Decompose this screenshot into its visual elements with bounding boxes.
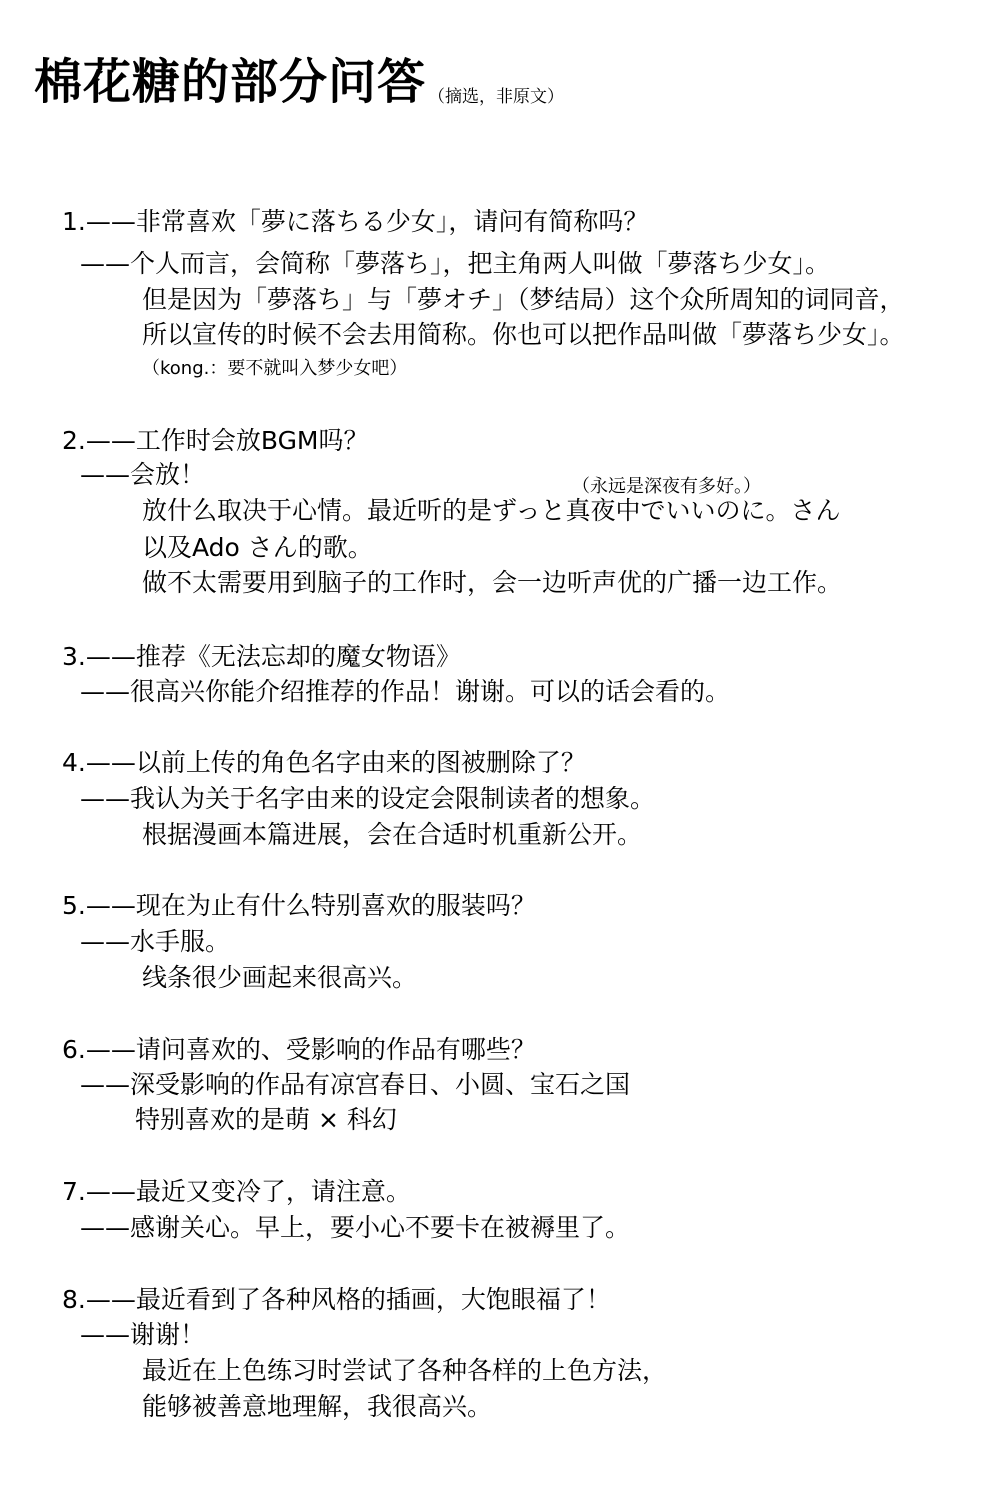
answer-6: ——深受影响的作品有凉宫春日、小圆、宝石之国: [80, 1070, 631, 1099]
answer-2-line-2: 放什么取决于心情。最近听的是ずっと真夜中でいいのに。さん: [142, 496, 841, 525]
question-8: 8.——最近看到了各种风格的插画，大饱眼福了！: [62, 1285, 611, 1314]
answer-8-line-2: 最近在上色练习时尝试了各种各样的上色方法，: [142, 1356, 668, 1385]
page-header: [34, 54, 565, 110]
answer-5: ——水手服。: [80, 927, 231, 956]
question-7: 7.——最近又变冷了，请注意。: [62, 1177, 411, 1206]
answer-1-line-2: 但是因为「夢落ち」与「夢オチ」（梦结局）这个众所周知的词同音，: [142, 285, 905, 314]
question-1: 1.——非常喜欢「夢に落ちる少女」，请问有简称吗？: [62, 207, 649, 236]
answer-2-line-3: 以及Ado さん的歌。: [142, 533, 373, 562]
answer-2-note: （永远是深夜有多好。）: [572, 476, 761, 497]
answer-6-line-2: 特别喜欢的是萌 × 科幻: [135, 1105, 397, 1134]
answer-8-line-3: 能够被善意地理解，我很高兴。: [142, 1392, 493, 1421]
page-title: 棉花糖的部分问答: [34, 54, 427, 110]
answer-4: ——我认为关于名字由来的设定会限制读者的想象。: [80, 784, 656, 813]
answer-1-note: （kong.：要不就叫入梦少女吧）: [142, 358, 408, 379]
answer-1: ——个人而言，会简称「夢落ち」，把主角两人叫做「夢落ち少女」。: [80, 249, 831, 278]
page-subtitle: （摘选，非原文）: [428, 87, 565, 107]
answer-7: ——感谢关心。早上，要小心不要卡在被褥里了。: [80, 1213, 631, 1242]
answer-8: ——谢谢！: [80, 1320, 206, 1349]
question-2: 2.——工作时会放BGM吗？: [62, 426, 369, 455]
question-4: 4.——以前上传的角色名字由来的图被删除了？: [62, 748, 586, 777]
question-6: 6.——请问喜欢的、受影响的作品有哪些？: [62, 1035, 536, 1064]
answer-2-line-4: 做不太需要用到脑子的工作时，会一边听声优的广播一边工作。: [142, 568, 843, 597]
question-3: 3.——推荐《无法忘却的魔女物语》: [62, 642, 461, 671]
answer-3: ——很高兴你能介绍推荐的作品！谢谢。可以的话会看的。: [80, 677, 731, 706]
question-5: 5.——现在为止有什么特别喜欢的服装吗？: [62, 891, 536, 920]
answer-5-line-2: 线条很少画起来很高兴。: [142, 963, 418, 992]
answer-1-line-3: 所以宣传的时候不会去用简称。你也可以把作品叫做「夢落ち少女」。: [142, 320, 905, 349]
answer-2: ——会放！: [80, 460, 206, 489]
answer-4-line-2: 根据漫画本篇进展，会在合适时机重新公开。: [142, 820, 643, 849]
